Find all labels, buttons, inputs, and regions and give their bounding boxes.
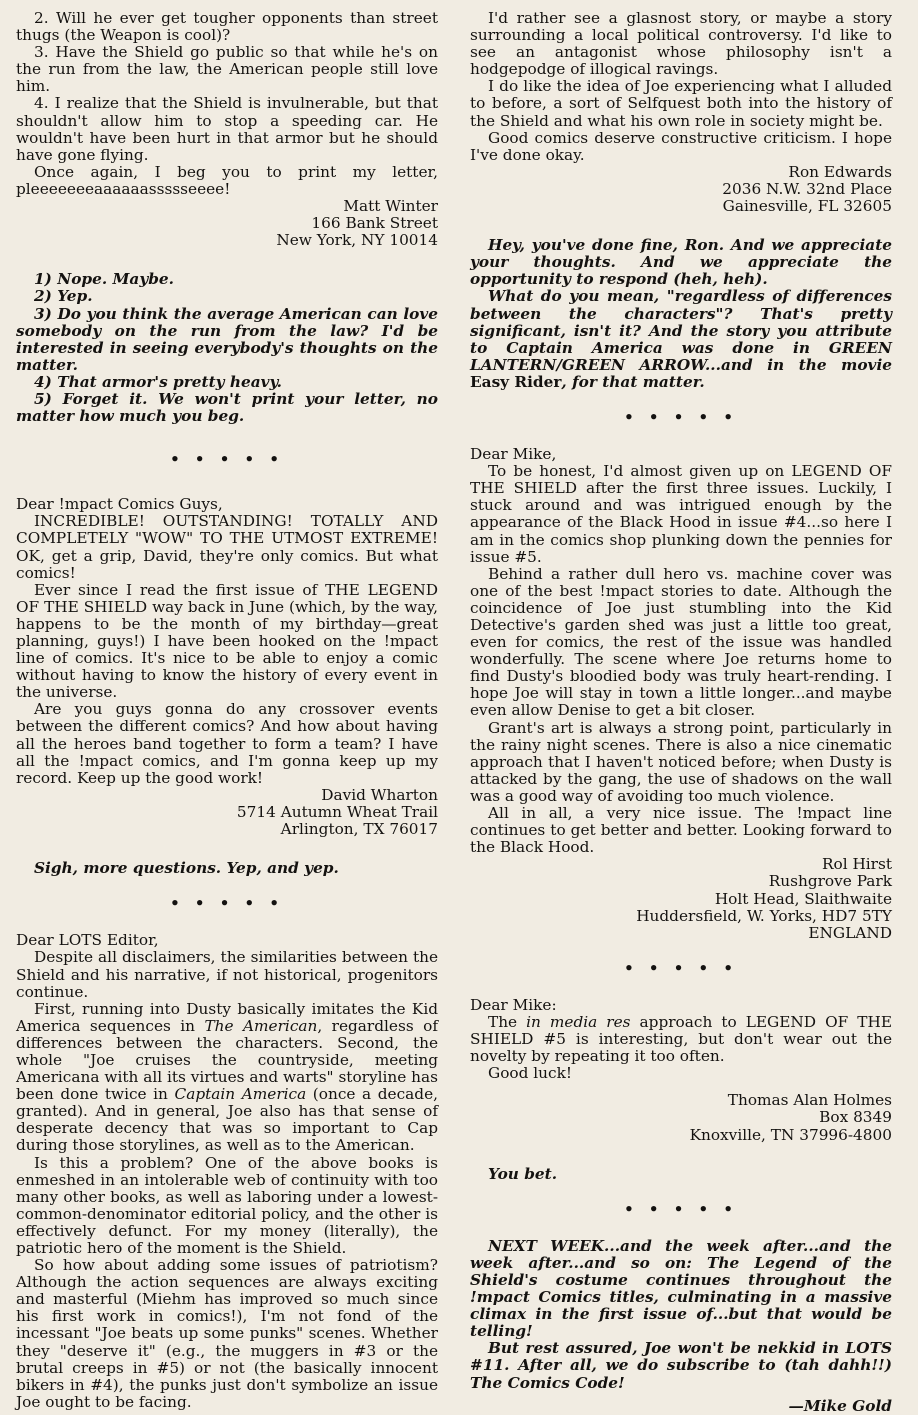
signature-country: ENGLAND bbox=[808, 923, 892, 942]
title-the-american: The American bbox=[204, 1016, 318, 1035]
reply-line: 2) Yep. bbox=[34, 287, 93, 306]
signature-name: Rol Hirst bbox=[821, 855, 892, 874]
reply-line: 3) Do you think the average American can love somebody on the run from the law? I'd be interested in seeing everybody's thoughts on the matter. bbox=[16, 304, 438, 374]
letter-lots-editor bbox=[16, 932, 438, 1411]
editor-signature: —Mike Gold bbox=[788, 1396, 892, 1415]
letter-paragraph: All in all, a very nice issue. The !mpact line continues to get better and better. Looking forward to the Black Hood. bbox=[470, 804, 892, 857]
signature-address: Box 8349 bbox=[819, 1108, 892, 1127]
reply-line bbox=[470, 288, 892, 391]
letter-paragraph: 2. Will he ever get tougher opponents than street thugs (the Weapon is cool)? bbox=[16, 9, 438, 45]
left-column bbox=[16, 10, 438, 1411]
closing-paragraph: But rest assured, Joe won't be nekkid in LOTS #11. After all, we do subscribe to (tah dahh!!) The Comics Code! bbox=[470, 1339, 892, 1392]
editor-reply: Sigh, more questions. Yep, and yep. bbox=[34, 859, 339, 878]
text-run: , regardless of differences between the characters. Second, the whole "Joe cruises the countryside, meeting Americana with all its virtues and warts" storyline has been done twice in bbox=[16, 1016, 438, 1104]
reply-line: 5) Forget it. We won't print your letter, no matter how much you beg. bbox=[16, 389, 438, 426]
reply-line: 1) Nope. Maybe. bbox=[34, 270, 174, 289]
signature-address: 166 Bank Street bbox=[311, 214, 438, 233]
letter-paragraph: So how about adding some issues of patriotism? Although the action sequences are always exciting and masterful (Miehm has improved so much since his first work in comics!), I'm not fond of the incessant "Joe beats up some punks" scenes. Whether they "deserve it" (e.g., the muggers in #3 or the brutal creeps in #5) or not (the basically innocent bikers in #4), the punks just don't symbolize an issue Joe ought to be facing. bbox=[16, 1256, 438, 1411]
salutation: Dear LOTS Editor, bbox=[16, 931, 159, 950]
letter-ron-edwards bbox=[470, 10, 892, 391]
letter-paragraph: Grant's art is always a strong point, particularly in the rainy night scenes. There is also a nice cinematic approach that I haven't noticed before; when Dusty is attacked by the gang, the use of shadows on the wall was a good way of avoiding too much violence. bbox=[470, 718, 892, 805]
separator-dots: • • • • • bbox=[624, 1199, 738, 1218]
letter-paragraph: Are you guys gonna do any crossover events between the different comics? And how about having all the heroes band together to form a team? I have all the !mpact comics, and I'm gonna keep up my record. Keep up the good work! bbox=[16, 700, 438, 787]
signature-city: Huddersfield, W. Yorks, HD7 5TY bbox=[636, 906, 892, 925]
letter-paragraph bbox=[16, 1001, 438, 1155]
signature-address: 5714 Autumn Wheat Trail bbox=[236, 802, 438, 821]
editor-closing-note bbox=[470, 1238, 892, 1415]
separator-dots: • • • • • bbox=[170, 450, 284, 469]
letter-paragraph: Despite all disclaimers, the similarities between the Shield and his narrative, if not historical, progenitors continue. bbox=[16, 948, 438, 1001]
letter-paragraph: INCREDIBLE! OUTSTANDING! TOTALLY AND COMPLETELY "WOW" TO THE UTMOST EXTREME! OK, get a grip, David, they're only comics. But what comics! bbox=[16, 512, 438, 582]
signature-address: 2036 N.W. 32nd Place bbox=[722, 179, 892, 198]
separator-dots: • • • • • bbox=[624, 407, 738, 426]
letter-paragraph: To be honest, I'd almost given up on LEGEND OF THE SHIELD after the first three issues. Luckily, I stuck around and was intrigued enough by the appearance of the Black Hood in issue #4...so here I am in the comics shop plunking down the pennies for issue #5. bbox=[470, 462, 892, 566]
letter-paragraph: Once again, I beg you to print my letter, pleeeeeeeaaaaaassssseeee! bbox=[16, 162, 438, 198]
letter-paragraph: 3. Have the Shield go public so that while he's on the run from the law, the American people still love him. bbox=[16, 43, 438, 96]
salutation: Dear Mike, bbox=[470, 445, 557, 464]
signature-name: Thomas Alan Holmes bbox=[727, 1091, 892, 1110]
letter-paragraph: Good comics deserve constructive criticism. I hope I've done okay. bbox=[470, 128, 892, 164]
signature-city: Gainesville, FL 32605 bbox=[722, 197, 892, 216]
letter-paragraph: Behind a rather dull hero vs. machine cover was one of the best !mpact stories to date. Although the coincidence of Joe just stumbling into the Kid Detective's garden shed was just a little too great, even for comics, the rest of the issue was handled wonderfully. The scene where Joe returns home to find Dusty's bloodied body was truly heart-rending. I hope Joe will stay in town a little longer...and maybe even allow Denise to get a bit closer. bbox=[470, 564, 892, 720]
salutation: Dear Mike: bbox=[470, 995, 557, 1014]
editor-reply: You bet. bbox=[488, 1164, 558, 1183]
right-column bbox=[470, 10, 892, 1415]
text-run: approach to LEGEND OF THE SHIELD #5 is interesting, but don't wear out the novelty by repeating it too often. bbox=[470, 1012, 892, 1066]
signature-name: Matt Winter bbox=[343, 197, 438, 216]
separator-dots: • • • • • bbox=[170, 894, 284, 913]
signature-address: Holt Head, Slaithwaite bbox=[714, 889, 892, 908]
letter-matt-winter bbox=[16, 10, 438, 425]
signature-name: David Wharton bbox=[321, 785, 438, 804]
separator-dots: • • • • • bbox=[624, 958, 738, 977]
text-run: First, running into Dusty basically imitates the Kid America sequences in bbox=[16, 999, 438, 1035]
title-easy-rider: Easy Rider bbox=[470, 372, 562, 391]
phrase-in-media-res: in media res bbox=[526, 1012, 631, 1031]
letter-rol-hirst bbox=[470, 446, 892, 942]
text-run: , for that matter. bbox=[561, 372, 705, 391]
signature-city: Knoxville, TN 37996-4800 bbox=[689, 1125, 892, 1144]
letter-paragraph: Is this a problem? One of the above books is enmeshed in an intolerable web of continuity with too many other books, as well as laboring under a lowest-common-denominator editorial policy, and the other is effectively defunct. For my money (literally), the patriotic hero of the moment is the Shield. bbox=[16, 1153, 438, 1257]
letter-david-wharton bbox=[16, 496, 438, 877]
letter-thomas-holmes bbox=[470, 997, 892, 1183]
signature-address: Rushgrove Park bbox=[768, 872, 892, 891]
editor-reply bbox=[470, 237, 892, 391]
title-captain-america: Captain America bbox=[174, 1085, 307, 1104]
reply-line: Hey, you've done fine, Ron. And we appreciate your thoughts. And we appreciate the opportunity to respond (heh, heh). bbox=[470, 236, 892, 289]
reply-line: 4) That armor's pretty heavy. bbox=[34, 372, 282, 391]
text-run: What do you mean, "regardless of differences between the characters"? That's pretty significant, isn't it? And the story you attribute to Captain America was done in GREEN LANTERN/GREEN ARROW...and in the movie bbox=[470, 287, 892, 374]
signature-city: New York, NY 10014 bbox=[276, 231, 438, 250]
letter-paragraph bbox=[470, 1014, 892, 1065]
editor-reply bbox=[16, 271, 438, 425]
salutation: Dear !mpact Comics Guys, bbox=[16, 495, 223, 514]
text-run: (once a decade, granted). And in general, Joe also has that sense of desperate decency that was so important to Cap during those storylines, as well as to the American. bbox=[16, 1085, 438, 1155]
letter-paragraph: Ever since I read the first issue of THE LEGEND OF THE SHIELD way back in June (which, by the way, happens to be the month of my birthday—great planning, guys!) I have been hooked on the !mpact line of comics. It's nice to be able to enjoy a comic without having to know the history of every event in the universe. bbox=[16, 580, 438, 702]
letter-paragraph: I do like the idea of Joe experiencing what I alluded to before, a sort of Selfquest both into the history of the Shield and what his own role in society might be. bbox=[470, 77, 892, 130]
closing-paragraph: NEXT WEEK...and the week after...and the week after...and so on: The Legend of the Shield's costume continues throughout the !mpact Comics titles, culminating in a massive climax in the first issue of...but that would be telling! bbox=[470, 1236, 892, 1341]
text-run: The bbox=[488, 1012, 527, 1031]
letter-paragraph: 4. I realize that the Shield is invulnerable, but that shouldn't allow him to stop a speeding car. He wouldn't have been hurt in that armor but he should have gone flying. bbox=[16, 94, 438, 164]
signature-name: Ron Edwards bbox=[788, 162, 892, 181]
letter-paragraph: I'd rather see a glasnost story, or maybe a story surrounding a local political controversy. I'd like to see an antagonist whose philosophy isn't a hodgepodge of illogical ravings. bbox=[470, 9, 892, 79]
letter-paragraph: Good luck! bbox=[488, 1064, 573, 1083]
signature-city: Arlington, TX 76017 bbox=[280, 820, 438, 839]
